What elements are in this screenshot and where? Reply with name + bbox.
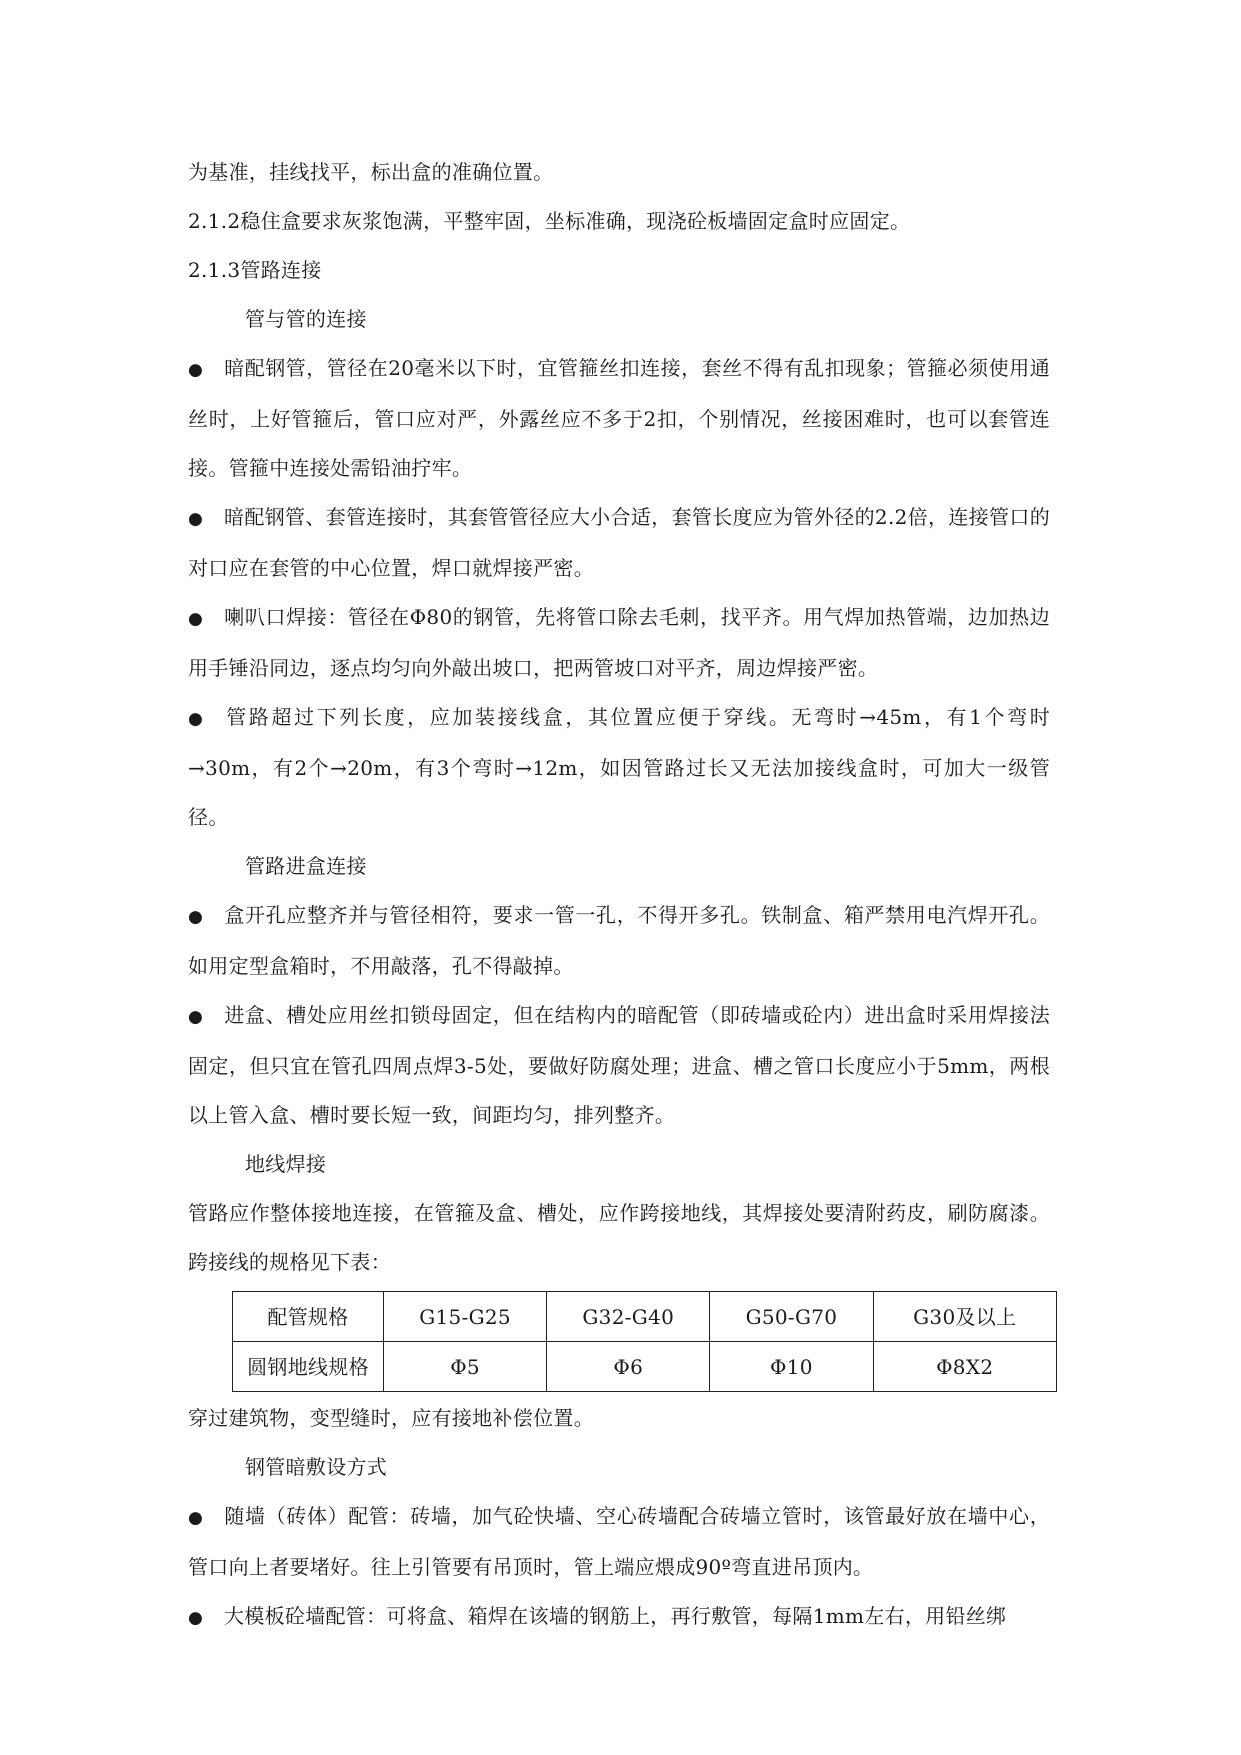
bullet-icon: ● (188, 1007, 204, 1027)
bullet-icon: ● (188, 509, 204, 529)
bullet-icon: ● (188, 1608, 204, 1628)
bullet-item: ● 暗配钢管，管径在20毫米以下时，宜管箍丝扣连接，套丝不得有乱扣现象；管箍必须使用通丝时，上好管箍后，管口应对严，外露丝应不多于2扣，个别情况，丝接困难时，也可以套管连接。管箍中连接处需铅油拧牢。 (188, 344, 1050, 493)
paragraph: 管路应作整体接地连接，在管箍及盒、槽处，应作跨接地线，其焊接处要清附药皮，刷防腐漆。跨接线的规格见下表： (188, 1201, 1050, 1274)
bullet-icon: ● (188, 360, 204, 380)
document-body (188, 148, 1050, 1643)
bullet-icon: ● (188, 709, 204, 729)
table-cell: G15-G25 (384, 1292, 547, 1342)
table-cell: Φ5 (384, 1342, 547, 1392)
table-cell: 圆钢地线规格 (233, 1342, 384, 1392)
table-cell: Φ10 (710, 1342, 873, 1392)
table-row (233, 1292, 1057, 1342)
table-cell: Φ8X2 (873, 1342, 1056, 1392)
bullet-item: ● 喇叭口焊接：管径在Φ80的钢管，先将管口除去毛刺，找平齐。用气焊加热管端，边加热边用手锤沿同边，逐点均匀向外敲出坡口，把两管坡口对平齐，周边焊接严密。 (188, 593, 1050, 693)
bullet-item: ● 暗配钢管、套管连接时，其套管管径应大小合适，套管长度应为管外径的2.2倍，连接管口的对口应在套管的中心位置，焊口就焊接严密。 (188, 493, 1050, 593)
sub-heading: 地线焊接 (245, 1152, 327, 1176)
bullet-item: ● 盒开孔应整齐并与管径相符，要求一管一孔，不得开多孔。铁制盒、箱严禁用电汽焊开孔。如用定型盒箱时，不用敲落，孔不得敲掉。 (188, 891, 1050, 991)
bullet-icon: ● (188, 1508, 204, 1528)
paragraph: 穿过建筑物，变型缝时，应有接地补偿位置。 (188, 1406, 594, 1430)
bullet-icon: ● (188, 609, 204, 629)
table-cell: 配管规格 (233, 1292, 384, 1342)
bullet-item: ● 进盒、槽处应用丝扣锁母固定，但在结构内的暗配管（即砖墙或砼内）进出盒时采用焊接法固定，但只宜在管孔四周点焊3-5处，要做好防腐处理；进盒、槽之管口长度应小于5mm，两根以上管入盒、槽时要长短一致，间距均匀，排列整齐。 (188, 991, 1050, 1140)
bullet-item: ● 随墙（砖体）配管：砖墙，加气砼快墙、空心砖墙配合砖墙立管时，该管最好放在墙中心，管口向上者要堵好。往上引管要有吊顶时，管上端应煨成90º弯直进吊顶内。 (188, 1492, 1050, 1592)
bullet-item: ● 管路超过下列长度，应加装接线盒，其位置应便于穿线。无弯时→45m，有1个弯时→30m，有2个→20m，有3个弯时→12m，如因管路过长又无法加接线盒时，可加大一级管径。 (188, 693, 1050, 842)
bullet-icon: ● (188, 907, 204, 927)
sub-heading: 钢管暗敷设方式 (245, 1455, 388, 1479)
bullet-item: ● 大模板砼墙配管：可将盒、箱焊在该墙的钢筋上，再行敷管，每隔1mm左右，用铅丝绑 (188, 1592, 1050, 1643)
sub-heading: 管路进盒连接 (245, 854, 367, 878)
table-cell: G32-G40 (547, 1292, 710, 1342)
paragraph: 为基准，挂线找平，标出盒的准确位置。 (188, 160, 554, 184)
table-cell: G50-G70 (710, 1292, 873, 1342)
sub-heading: 管与管的连接 (245, 307, 367, 331)
table-row (233, 1342, 1057, 1392)
ground-wire-spec-table (232, 1291, 1057, 1392)
paragraph: 2.1.2稳住盒要求灰浆饱满，平整牢固，坐标准确，现浇砼板墙固定盒时应固定。 (188, 209, 911, 233)
table-cell: Φ6 (547, 1342, 710, 1392)
table-cell: G30及以上 (873, 1292, 1056, 1342)
section-heading: 2.1.3管路连接 (188, 258, 322, 282)
